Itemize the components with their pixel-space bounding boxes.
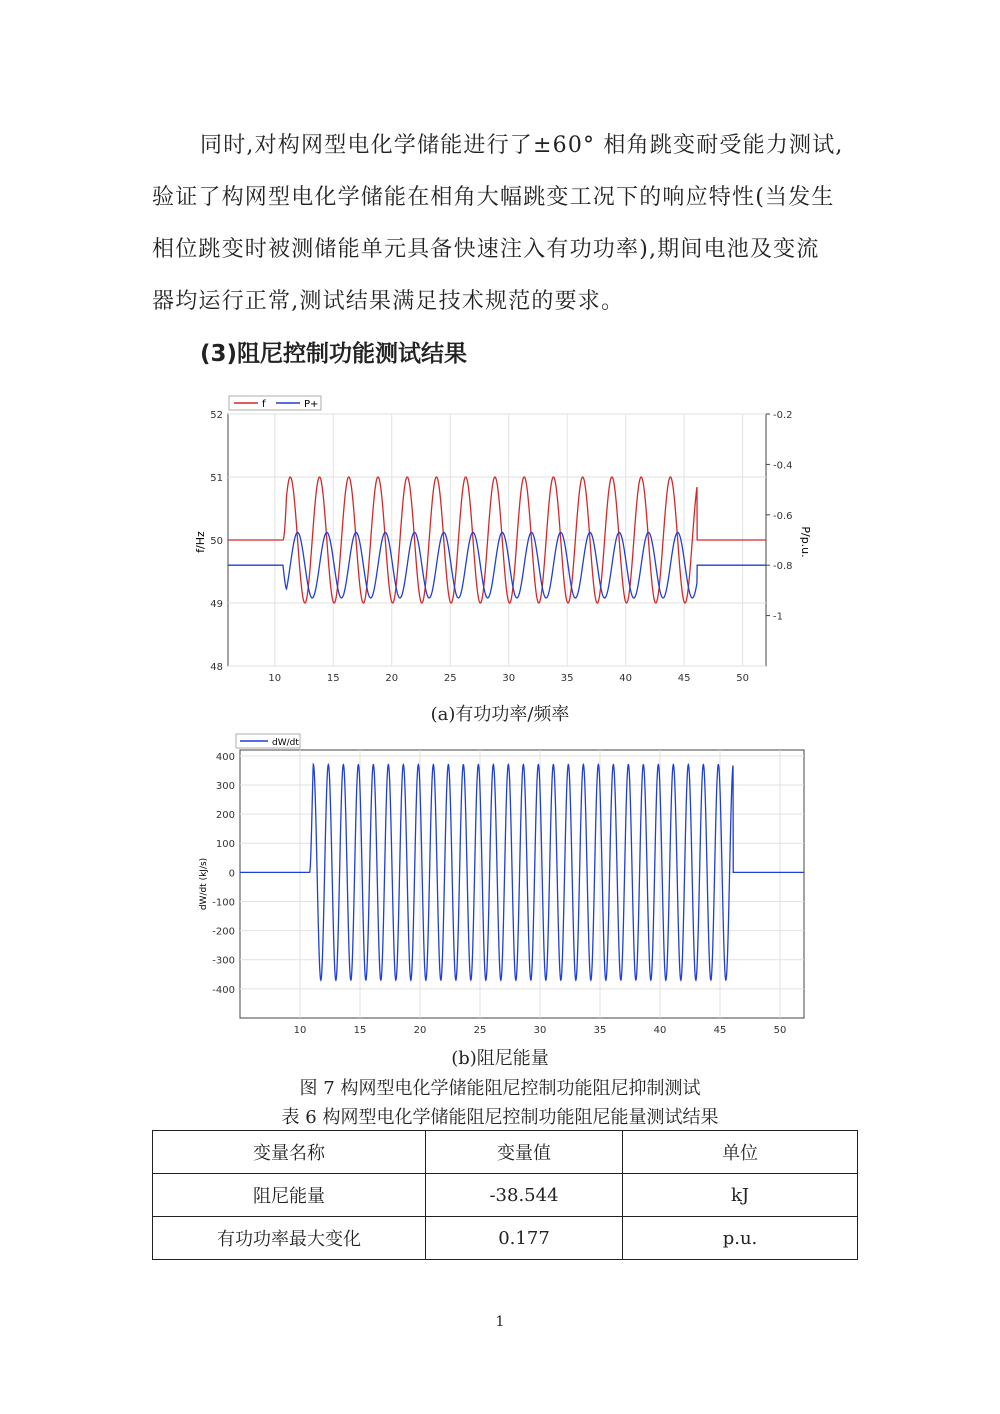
page-number: 1 — [495, 1314, 505, 1330]
chart-a-ylabel: f/Hz — [194, 531, 207, 553]
y-tick-label: 200 — [215, 810, 235, 822]
figure-a-caption: (a)有功功率/频率 — [430, 704, 570, 725]
paragraph-line-1 — [152, 120, 872, 172]
y2-tick-label: -0.4 — [773, 460, 793, 472]
x-tick-label: 25 — [443, 673, 457, 684]
figure-b-chart — [196, 730, 816, 1040]
y-tick-label: 400 — [215, 751, 235, 763]
table-header-unit: 单位 — [623, 1131, 858, 1174]
legend-f: f — [262, 399, 266, 410]
y2-tick-label: -0.6 — [773, 510, 793, 522]
y-tick-label: -200 — [212, 926, 235, 938]
chart-a-legend — [229, 396, 321, 410]
x-tick-label: 10 — [268, 673, 282, 684]
table-cell: -38.544 — [426, 1174, 623, 1217]
body-paragraph — [152, 120, 872, 328]
y2-tick-label: -0.2 — [773, 410, 793, 421]
y-tick-label: 49 — [210, 599, 223, 610]
table-header-value: 变量值 — [426, 1131, 623, 1174]
x-tick-label: 45 — [713, 1025, 727, 1036]
x-tick-label: 35 — [593, 1025, 607, 1036]
y-tick-label: 48 — [210, 662, 223, 673]
y-tick-label: 300 — [215, 780, 235, 792]
paragraph-line-3: 相位跳变时被测储能单元具备快速注入有功功率),期间电池及变流 — [152, 237, 820, 262]
paragraph-line-4: 器均运行正常,测试结果满足技术规范的要求。 — [152, 289, 625, 314]
y-tick-label: -300 — [212, 955, 235, 967]
table-header-name: 变量名称 — [153, 1131, 426, 1174]
x-tick-label: 30 — [502, 673, 516, 684]
x-tick-label: 10 — [293, 1025, 307, 1036]
table-row — [153, 1174, 858, 1217]
y-tick-label: 100 — [215, 839, 235, 851]
section-heading: (3)阻尼控制功能测试结果 — [200, 341, 468, 367]
y-tick-label: -400 — [212, 984, 235, 996]
figure-title: 图 7 构网型电化学储能阻尼控制功能阻尼抑制测试 — [299, 1078, 701, 1099]
y2-tick-label: -0.8 — [773, 561, 793, 573]
x-tick-label: 50 — [773, 1025, 787, 1036]
paragraph-line-1-text: 同时,对构网型电化学储能进行了±60° 相角跳变耐受能力测试, — [200, 133, 844, 158]
x-tick-label: 30 — [533, 1025, 547, 1036]
y-tick-label: 50 — [210, 536, 223, 547]
y-tick-label: 52 — [210, 410, 223, 421]
table-cell: 0.177 — [426, 1217, 623, 1260]
x-tick-label: 50 — [736, 673, 749, 684]
chart-b-legend — [236, 734, 300, 748]
legend-dwdt: dW/dt — [272, 738, 299, 748]
chart-a-y2label: P/p.u. — [799, 526, 812, 558]
result-table — [152, 1130, 858, 1260]
table-header-row — [153, 1131, 858, 1174]
x-tick-label: 20 — [413, 1025, 427, 1036]
table-cell: kJ — [623, 1174, 858, 1217]
x-tick-label: 45 — [677, 673, 691, 684]
x-tick-label: 35 — [560, 673, 574, 684]
y-tick-label: 0 — [228, 868, 235, 880]
x-tick-label: 20 — [385, 673, 399, 684]
y2-tick-label: -1 — [773, 611, 783, 623]
figure-a-chart — [190, 392, 820, 692]
x-tick-label: 15 — [326, 673, 340, 684]
x-tick-label: 40 — [653, 1025, 667, 1036]
paragraph-line-2: 验证了构网型电化学储能在相角大幅跳变工况下的响应特性(当发生 — [152, 185, 835, 210]
x-tick-label: 40 — [619, 673, 633, 684]
table-title: 表 6 构网型电化学储能阻尼控制功能阻尼能量测试结果 — [281, 1107, 719, 1128]
x-tick-label: 15 — [353, 1025, 367, 1036]
y-tick-label: 51 — [210, 473, 223, 484]
x-tick-label: 25 — [473, 1025, 487, 1036]
table-row — [153, 1217, 858, 1260]
figure-b-caption: (b)阻尼能量 — [451, 1048, 549, 1069]
y-tick-label: -100 — [212, 897, 235, 909]
legend-p: P+ — [304, 399, 319, 410]
table-cell: p.u. — [623, 1217, 858, 1260]
table-cell: 阻尼能量 — [153, 1174, 426, 1217]
table-cell: 有功功率最大变化 — [153, 1217, 426, 1260]
chart-b-ylabel: dW/dt (kJ/s) — [199, 857, 209, 911]
